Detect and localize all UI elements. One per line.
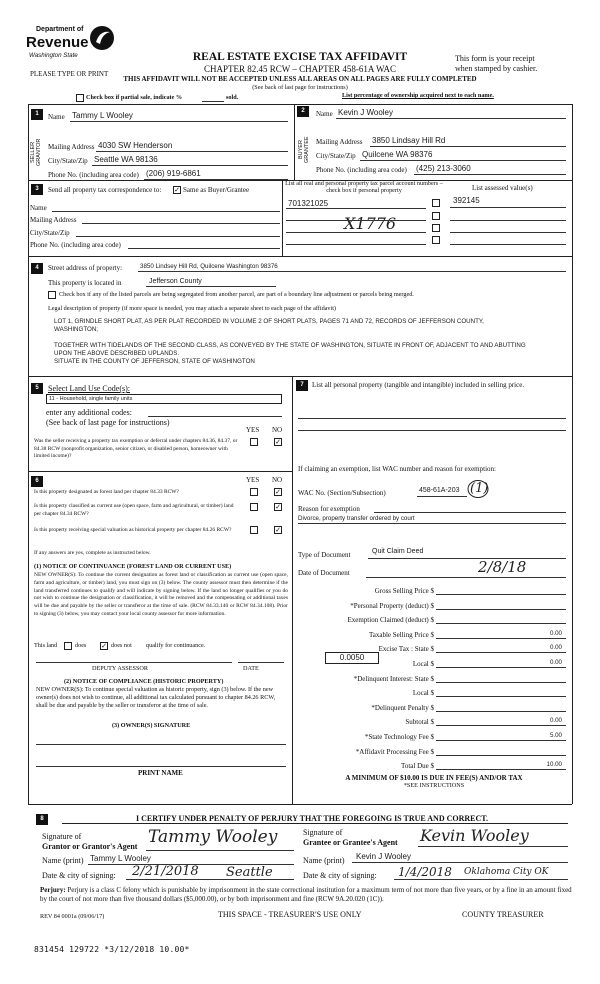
fee-label: *Delinquent Penalty $	[371, 703, 434, 712]
personal-property-label: List all personal property (tangible and intangible) included in selling price.	[312, 381, 525, 389]
county: Jefferson County	[149, 278, 202, 285]
fee-value: 0.00	[549, 644, 562, 652]
additional-codes-line	[148, 416, 282, 417]
land-use-label: Select Land Use Code(s):	[48, 384, 130, 393]
buyer-phone-line	[414, 174, 566, 175]
receipt-note-2: when stamped by cashier.	[455, 64, 538, 73]
seller-mailing: 4030 SW Henderson	[98, 141, 173, 150]
grantee-name-label: Name (print)	[303, 856, 345, 865]
form-chapter: CHAPTER 82.45 RCW – CHAPTER 458-61A WAC	[204, 64, 396, 74]
perjury-note	[40, 886, 572, 904]
s5-yes: YES	[246, 426, 260, 434]
section-2-badge: 2	[297, 106, 309, 117]
please-type: PLEASE TYPE OR PRINT	[30, 70, 109, 78]
buyer-name-line	[336, 118, 566, 119]
fee-line	[436, 725, 566, 726]
fee-label: *Personal Property (deduct) $	[350, 601, 434, 610]
assessed-header: List assessed value(s)	[472, 184, 533, 192]
additional-codes-label: enter any additional codes:	[46, 408, 132, 417]
grantee-sig-line	[418, 846, 568, 847]
assessed-line-2	[450, 220, 566, 221]
s7-bottom	[28, 804, 572, 805]
s3-mailing-label: Mailing Address	[30, 216, 77, 224]
completion-notice: THIS AFFIDAVIT WILL NOT BE ACCEPTED UNLESS ALL AREAS ON ALL PAGES ARE FULLY COMPLETED	[123, 75, 477, 83]
reason-label: Reason for exemption	[298, 505, 360, 513]
buyer-mailing: 3850 Lindsay Hill Rd	[372, 136, 446, 145]
doc-date-line	[366, 577, 566, 578]
perjury-text: Perjury is a class C felony which is punishable by imprisonment in the state correctional institution for a maximum term of not more than five years, or by a fine in an amount fixed by the court of not more than five thousand dollars ($5,000.00), or by both imprisonment and fine (RCW 9A.20.020 (1C)).	[40, 886, 572, 903]
forest-question: Is this property designated as forest land per chapter 84.33 RCW?	[34, 489, 179, 495]
fee-label: *State Technology Fee $	[364, 733, 434, 741]
exemption-claim-label: If claiming an exemption, list WAC number and reason for exemption:	[298, 465, 496, 473]
buyer-phone-label: Phone No. (including area code)	[316, 166, 407, 174]
treasurer-space-label: THIS SPACE - TREASURER'S USE ONLY	[218, 910, 362, 919]
logo-line-2: Revenue	[26, 34, 89, 51]
receipt-note-1: This form is your receipt	[455, 54, 535, 63]
grantee-name-line	[352, 862, 568, 863]
grantee-sig-label-2: Grantee or Grantee's Agent	[303, 838, 398, 847]
fee-line	[436, 755, 566, 756]
see-instructions: *SEE INSTRUCTIONS	[403, 782, 465, 789]
section-1-badge: 1	[31, 109, 43, 120]
see-back: (See back of last page for instructions)	[252, 84, 348, 91]
fee-label: *Delinquent Interest: State $	[353, 674, 434, 683]
wac-value: 458-61A-203	[419, 487, 460, 494]
deputy-date-line	[238, 662, 284, 663]
fee-value: 10.00	[546, 761, 562, 769]
send-correspondence-label: Send all property tax correspondence to:	[48, 186, 162, 194]
s3-name-label: Name	[30, 204, 47, 212]
grantor-date-label: Date & city of signing:	[42, 871, 116, 880]
ownership-note: List percentage of ownership acquired next to each name.	[342, 92, 494, 99]
historic-yes-checkbox[interactable]	[250, 526, 258, 534]
fee-line	[436, 711, 566, 712]
fee-label: Local $	[412, 660, 434, 668]
exemption-question: Was the seller receiving a property tax exemption or deferral under chapters 84.36, 84.37, or 84.38 RCW (nonprofit organization, senior citizen, or disabled person, homeowner with limited income)?	[34, 438, 238, 459]
street-line	[138, 271, 566, 272]
fee-value: 0.00	[549, 659, 562, 666]
fee-line	[436, 696, 566, 697]
buyer-name-label: Name	[316, 110, 333, 118]
s3-bottom	[28, 256, 572, 257]
s3-city-label: City/State/Zip	[30, 229, 70, 237]
seller-name-label: Name	[48, 113, 65, 121]
legal-desc-2: TOGETHER WITH TIDELANDS OF THE SECOND CLASS, AS CONVEYED BY THE STATE OF WASHINGTON, SITUATE IN FRONT OF, ADJACENT TO AND ABUTTING UPON THE ABOVE DESCRIBED UPLANDS.	[54, 342, 526, 357]
land-does-not-checkbox[interactable]: ✓	[101, 642, 107, 650]
parcel-number: 701321025	[288, 199, 329, 208]
grantee-date-line	[394, 879, 568, 880]
doc-date-label: Date of Document	[298, 569, 350, 577]
seller-mailing-label: Mailing Address	[48, 143, 95, 151]
reason-line-2	[298, 523, 566, 524]
fee-line	[436, 652, 566, 653]
doc-type: Quit Claim Deed	[372, 548, 424, 555]
historic-question: Is this property receiving special valuation as historical property per chapter 84.26 RCW?	[34, 527, 232, 533]
logo-line-3: Washington State	[29, 52, 78, 59]
street-label: Street address of property:	[48, 264, 123, 272]
s5-see-back: (See back of last page for instructions)	[46, 418, 170, 427]
fee-label: Excise Tax : State $	[378, 645, 434, 654]
county-line	[146, 286, 276, 287]
s5-no-checkbox[interactable]: ✓	[275, 438, 281, 446]
fee-line	[436, 667, 566, 668]
seller-city: Seattle WA 98136	[94, 155, 158, 164]
reason-line	[374, 512, 566, 513]
s3-divider	[282, 180, 283, 256]
frame-left	[28, 104, 29, 804]
s6-no: NO	[272, 476, 283, 484]
segregated-label: Check box if any of the listed parcels are being segregated from another parcel, are part of a boundary line adjustment or parcels being merged.	[59, 291, 414, 298]
current-use-yes-checkbox[interactable]	[250, 503, 258, 511]
historic-no-checkbox[interactable]: ✓	[275, 526, 281, 534]
land-does-label: does	[75, 642, 87, 649]
partial-pct-line	[202, 101, 224, 102]
seller-name-line	[70, 121, 288, 122]
section-5-badge: 5	[31, 383, 43, 394]
wac-circle-icon	[466, 479, 490, 499]
doc-type-label: Type of Document	[298, 551, 351, 559]
parcel-line-2	[286, 220, 426, 221]
s3-phone-line	[128, 248, 280, 249]
section-6-badge: 6	[31, 476, 43, 487]
fee-line	[436, 740, 566, 741]
parcel-line-4	[286, 244, 426, 245]
certify-underline	[62, 823, 568, 824]
seller-phone: (206) 919-6861	[146, 169, 201, 178]
section-3-badge: 3	[31, 184, 43, 195]
buyer-phone: (425) 213-3060	[416, 164, 471, 173]
frame-right	[572, 104, 573, 804]
s3-name-line	[52, 211, 280, 212]
fee-line	[436, 682, 566, 683]
minimum-due-note: A MINIMUM OF $10.00 IS DUE IN FEE(S) AND/OR TAX	[345, 774, 523, 782]
deputy-date-label: DATE	[243, 665, 259, 672]
grantee-city: Oklahoma City OK	[464, 867, 549, 877]
segregated-checkbox[interactable]	[48, 291, 56, 299]
section-7-badge: 7	[296, 380, 308, 391]
personal-line-1	[298, 418, 566, 419]
buyer-side-label: BUYER GRANTEE	[298, 136, 310, 164]
wac-label: WAC No. (Section/Subsection)	[298, 489, 386, 497]
s4-bottom	[28, 376, 572, 377]
dor-logo	[26, 24, 121, 66]
notice-1-title: (1) NOTICE OF CONTINUANCE (FOREST LAND OR CURRENT USE)	[34, 563, 232, 570]
fee-line	[436, 609, 566, 610]
buyer-mailing-label: Mailing Address	[316, 138, 363, 146]
s5-no: NO	[272, 426, 283, 434]
grantor-signature: Tammy Wooley	[148, 827, 278, 847]
seller-city-label: City/State/Zip	[48, 157, 88, 165]
grantor-sig-label-1: Signature of	[42, 832, 82, 841]
s6-yes: YES	[246, 476, 260, 484]
logo-swoosh-icon	[88, 24, 116, 52]
grantor-date: 2/21/2018	[132, 864, 199, 879]
assessed-value: 392145	[453, 196, 480, 205]
grantor-sig-label-2: Grantor or Grantor's Agent	[42, 842, 138, 851]
partial-sale-checkbox[interactable]	[76, 94, 84, 102]
s5-yes-checkbox[interactable]	[250, 438, 258, 446]
seller-mailing-line	[96, 151, 288, 152]
form-title: REAL ESTATE EXCISE TAX AFFIDAVIT	[192, 51, 408, 63]
doc-type-line	[368, 558, 566, 559]
forest-yes-checkbox[interactable]	[250, 488, 258, 496]
fee-value: 0.00	[549, 629, 562, 637]
notice-2-body: NEW OWNER(S): To continue special valuation as historic property, sign (3) below. If the new owner(s) does not wish to continue, all additional tax calculated pursuant to chapter 84.26 RCW, shall be due and payable by the seller or transferor at the time of sale.	[36, 686, 276, 709]
print-name-label: PRINT NAME	[138, 769, 183, 777]
certify-statement: I CERTIFY UNDER PENALTY OF PERJURY THAT THE FOREGOING IS TRUE AND CORRECT.	[136, 814, 489, 823]
grantee-name: Kevin J Wooley	[356, 852, 411, 861]
grantee-signature: Kevin Wooley	[420, 826, 529, 845]
qualify-label: qualify for continuance.	[146, 642, 206, 649]
county-treasurer-label: COUNTY TREASURER	[462, 910, 544, 919]
same-as-buyer-checkbox[interactable]: ✓	[174, 186, 180, 194]
fee-value: 5.00	[549, 732, 562, 739]
current-use-question: Is this property classified as current use (open space, farm and agricultural, or timber) land per chapter 84.34 RCW?	[34, 503, 234, 517]
parcel-header: List all real and personal property tax parcel account numbers – check box if personal property	[285, 180, 443, 194]
buyer-city-line	[360, 160, 566, 161]
notice-1-body: NEW OWNER(S): To continue the current designation as forest land or classification as current use (open space, farm and agriculture, or timber) land, you must sign on (3) below. The county assessor must then determine if the land transferred continues to qualify and will indicate by signing below. If the land no longer qualifies or you do not wish to continue the designation or classification, it will be removed and the compensating or additional taxes will be due and payable by the seller or transferor at the time of sale. (RCW 84.33.140 or RCW 84.34.108). Prior to signing (3) below, you may contact your local county assessor for more information.	[34, 572, 288, 617]
fee-label: Local $	[412, 689, 434, 698]
partial-sale-label: Check box if partial sale, indicate %	[86, 94, 183, 101]
fee-line	[436, 769, 566, 770]
legal-desc-3: SITUATE IN THE COUNTY OF JEFFERSON, STATE OF WASHINGTON	[54, 358, 255, 365]
assessed-line-1	[450, 207, 566, 208]
wac-handwritten: (1)	[470, 481, 489, 496]
this-land-label: This land	[34, 642, 58, 649]
grantor-city: Seattle	[226, 865, 273, 880]
personal-property-checkbox-2[interactable]	[432, 212, 440, 220]
fee-value: 0.00	[549, 717, 562, 725]
s3-phone-label: Phone No. (including area code)	[30, 241, 121, 249]
personal-property-checkbox-1[interactable]	[432, 199, 440, 207]
wac-line	[417, 496, 467, 497]
fee-label: Taxable Selling Price $	[368, 630, 434, 639]
fee-line	[436, 594, 566, 595]
seller-name: Tammy L Wooley	[72, 111, 133, 120]
seller-phone-label: Phone No. (including area code)	[48, 171, 139, 179]
notice-2-title: (2) NOTICE OF COMPLIANCE (HISTORIC PROPERTY)	[64, 678, 224, 685]
fee-label: Total Due $	[401, 762, 434, 771]
land-use-value: 11 - Household, single family units	[49, 396, 133, 402]
fee-label: Subtotal $	[405, 718, 434, 727]
s5-s7-divider	[292, 376, 293, 804]
owner-print-line	[36, 766, 286, 767]
s5-bottom	[28, 471, 292, 472]
fee-label: Exemption Claimed (deduct) $	[347, 616, 434, 625]
grantor-name-label: Name (print)	[42, 856, 84, 865]
rev-number: REV 84 0001a (09/06/17)	[40, 913, 105, 920]
reason-value: Divorce, property transfer ordered by court	[298, 515, 415, 522]
parcel-line-3	[286, 232, 426, 233]
parcel-handwritten: X1776	[344, 214, 397, 233]
grantee-date-label: Date & city of signing:	[303, 871, 377, 880]
doc-date: 2/8/18	[478, 558, 527, 576]
buyer-city-label: City/State/Zip	[316, 152, 356, 160]
buyer-mailing-line	[370, 146, 566, 147]
located-label: This property is located in	[48, 279, 122, 287]
street-address: 3850 Lindsey Hill Rd, Quilcene Washington 98376	[140, 263, 278, 270]
grantee-sig-label-1: Signature of	[303, 828, 343, 837]
fee-label: Gross Selling Price $	[374, 587, 434, 595]
personal-property-checkbox-3[interactable]	[432, 224, 440, 232]
grantor-date-line	[126, 879, 294, 880]
s3-city-line	[76, 236, 280, 237]
grantee-date: 1/4/2018	[398, 865, 452, 879]
personal-property-checkbox-4[interactable]	[432, 236, 440, 244]
frame-top	[28, 104, 572, 105]
current-use-no-checkbox[interactable]: ✓	[275, 503, 281, 511]
deputy-assessor-label: DEPUTY ASSESSOR	[92, 665, 148, 672]
owner-sig-line	[36, 744, 286, 745]
fee-line	[436, 623, 566, 624]
perjury-label: Perjury:	[40, 886, 66, 894]
if-yes-note: If any answers are yes, complete as instructed below.	[34, 550, 151, 556]
owner-signature-label: (3) OWNER(S) SIGNATURE	[112, 722, 191, 729]
personal-line-2	[298, 430, 566, 431]
assessed-line-4	[450, 244, 566, 245]
grantor-sig-line	[146, 850, 294, 851]
same-as-buyer-label: Same as Buyer/Grantee	[183, 186, 250, 194]
section-4-badge: 4	[31, 263, 43, 274]
land-does-not-label: does not	[111, 642, 132, 649]
legal-label: Legal description of property (if more space is needed, you may attach a separate sheet to each page of the affidavit)	[48, 305, 336, 312]
local-rate-box: 0.0050	[325, 652, 379, 664]
fee-label: *Affidavit Processing Fee $	[355, 747, 434, 756]
fee-line	[436, 638, 566, 639]
forest-no-checkbox[interactable]: ✓	[275, 488, 281, 496]
s3-mailing-line	[82, 223, 280, 224]
assessed-line-3	[450, 232, 566, 233]
section-8-badge: 8	[36, 814, 48, 825]
buyer-name: Kevin J Wooley	[338, 108, 393, 117]
buyer-city: Quilcene WA 98376	[362, 150, 433, 159]
logo-line-1: Department of	[36, 26, 84, 33]
deputy-sig-line	[36, 662, 232, 663]
seller-side-label: SELLER GRANTOR	[30, 138, 42, 166]
parcel-line-1	[286, 208, 426, 209]
s1-s2-divider	[294, 104, 295, 180]
grantor-name: Tammy L Wooley	[90, 854, 151, 863]
legal-desc-1: LOT 1, GRINDLE SHORT PLAT, AS PER PLAT RECORDED IN VOLUME 2 OF SHORT PLATS, PAGES 71 AND 72, RECORDS OF JEFFERSON COUNTY, WASHINGTON;	[54, 318, 484, 333]
cashier-stamp: 831454 129722 *3/12/2018 10.00*	[34, 945, 190, 954]
seller-city-line	[92, 165, 288, 166]
partial-sold: sold.	[226, 94, 239, 101]
land-does-checkbox[interactable]	[64, 642, 72, 650]
